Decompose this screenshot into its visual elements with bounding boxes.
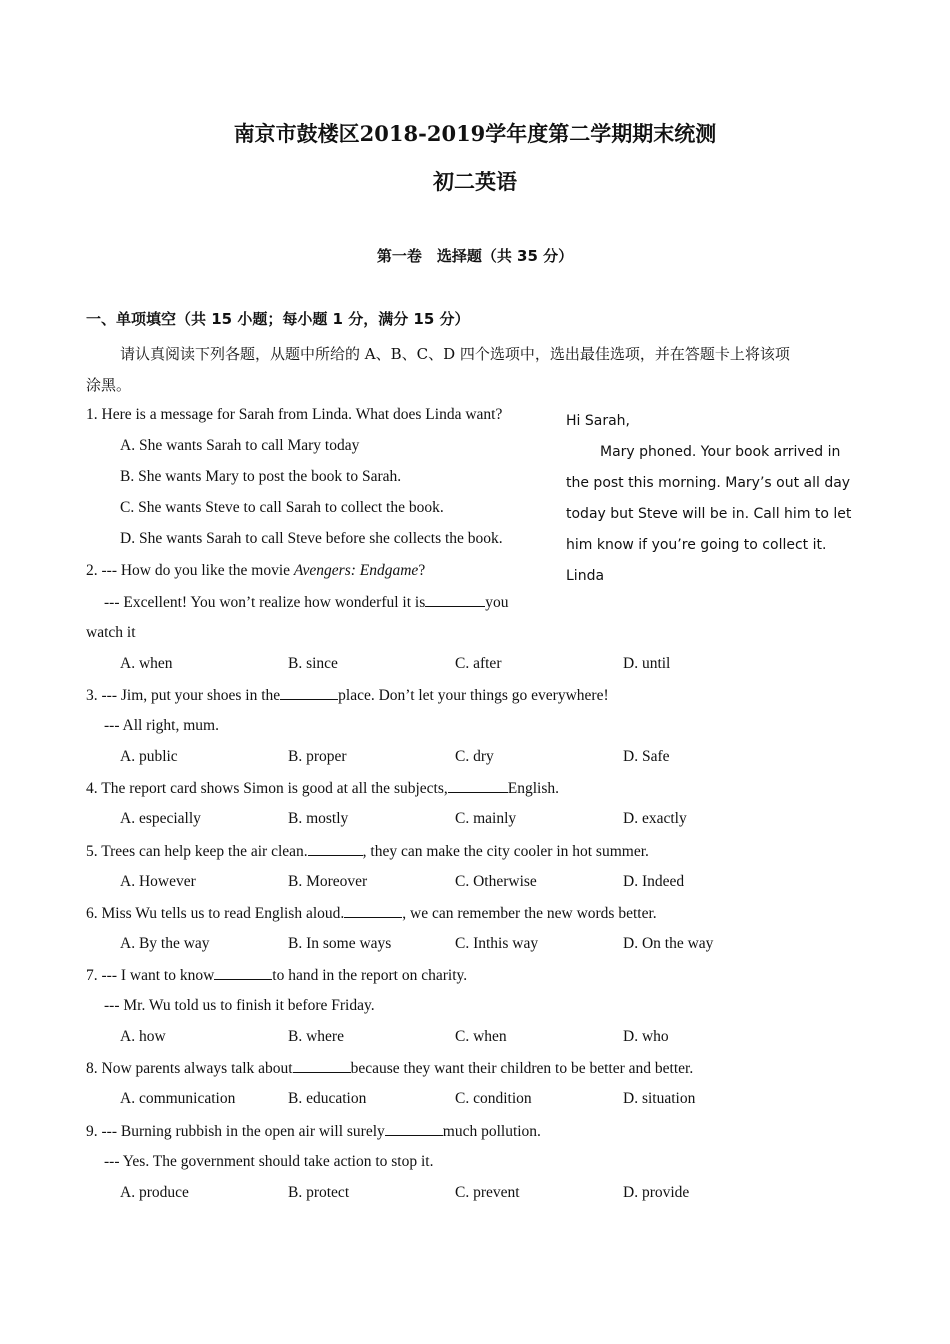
volume-heading: 第一卷 选择题（共 35 分） [376, 247, 574, 265]
question-5-option-c: C. Otherwise [455, 873, 537, 890]
answer-blank [344, 904, 402, 918]
instruction-line-1: 请认真阅读下列各题，从题中所给的 A、B、C、D 四个选项中，选出最佳选项，并在答题卡上将该项 [120, 345, 790, 363]
question-7-stem: 7. --- I want to know to hand in the report on charity. [86, 967, 468, 984]
question-6-option-b: B. In some ways [288, 935, 392, 952]
question-7-option-b: B. where [288, 1028, 344, 1045]
question-9-stem: 9. --- Burning rubbish in the open air will surely much pollution. [86, 1123, 541, 1140]
question-1-option-d: D. She wants Sarah to call Steve before she collects the book. [120, 530, 503, 547]
question-6-option-c: C. Inthis way [455, 935, 539, 952]
question-3-option-a: A. public [120, 748, 178, 765]
question-2-reply-cont: watch it [86, 624, 136, 641]
question-3-option-b: B. proper [288, 748, 347, 765]
exam-title: 南京市鼓楼区2018-2019学年度第二学期期末统测 [233, 121, 717, 146]
note-line: him know if you’re going to collect it. [566, 537, 827, 553]
question-6-stem: 6. Miss Wu tells us to read English aloud. , we can remember the new words better. [86, 905, 657, 922]
question-4-option-b: B. mostly [288, 810, 349, 827]
question-7-reply: --- Mr. Wu told us to finish it before Friday. [104, 997, 375, 1014]
question-4-option-c: C. mainly [455, 810, 517, 827]
question-8-option-a: A. communication [120, 1090, 236, 1107]
note-signature: Linda [566, 568, 605, 584]
answer-blank [385, 1122, 443, 1136]
question-8-option-d: D. situation [623, 1090, 696, 1107]
question-2-option-b: B. since [288, 655, 338, 672]
question-9-option-b: B. protect [288, 1184, 350, 1201]
question-6-option-d: D. On the way [623, 935, 714, 952]
instruction-line-2: 涂黑。 [86, 376, 132, 394]
note-line: today but Steve will be in. Call him to let [566, 506, 852, 522]
question-1-stem: 1. Here is a message for Sarah from Linda. What does Linda want? [86, 406, 503, 423]
question-4-stem: 4. The report card shows Simon is good at all the subjects, English. [86, 780, 560, 797]
note-line: the post this morning. Mary’s out all day [566, 475, 851, 491]
note-greeting: Hi Sarah, [566, 413, 630, 429]
answer-blank [293, 1059, 351, 1073]
answer-blank [448, 779, 508, 793]
answer-blank [280, 686, 338, 700]
question-6-option-a: A. By the way [120, 935, 210, 952]
exam-subtitle: 初二英语 [433, 169, 517, 194]
question-1-option-c: C. She wants Steve to call Sarah to collect the book. [120, 499, 444, 516]
question-9-option-a: A. produce [120, 1184, 189, 1201]
section-heading: 一、单项填空（共 15 小题；每小题 1 分，满分 15 分） [86, 310, 470, 328]
question-7-option-c: C. when [455, 1028, 507, 1045]
question-4-option-d: D. exactly [623, 810, 687, 827]
question-2-reply: --- Excellent! You won’t realize how wonderful it is you [104, 594, 509, 611]
question-3-option-d: D. Safe [623, 748, 670, 765]
question-4-option-a: A. especially [120, 810, 201, 827]
question-8-option-b: B. education [288, 1090, 367, 1107]
question-7-option-d: D. who [623, 1028, 669, 1045]
question-3-stem: 3. --- Jim, put your shoes in the place. Don’t let your things go everywhere! [86, 687, 609, 704]
question-5-stem: 5. Trees can help keep the air clean. , they can make the city cooler in hot summer. [86, 843, 649, 860]
question-2-option-d: D. until [623, 655, 671, 672]
question-8-stem: 8. Now parents always talk about because they want their children to be better and better. [86, 1060, 694, 1077]
question-9-reply: --- Yes. The government should take action to stop it. [104, 1153, 434, 1170]
question-1-option-b: B. She wants Mary to post the book to Sarah. [120, 468, 402, 485]
question-8-option-c: C. condition [455, 1090, 532, 1107]
question-2-option-c: C. after [455, 655, 502, 672]
answer-blank [308, 842, 363, 856]
answer-blank [425, 593, 485, 607]
answer-blank [214, 966, 272, 980]
question-7-option-a: A. how [120, 1028, 166, 1045]
question-9-option-c: C. prevent [455, 1184, 520, 1201]
question-9-option-d: D. provide [623, 1184, 690, 1201]
question-1-option-a: A. She wants Sarah to call Mary today [120, 437, 360, 454]
question-5-option-b: B. Moreover [288, 873, 368, 890]
question-2-option-a: A. when [120, 655, 173, 672]
question-3-option-c: C. dry [455, 748, 494, 765]
question-5-option-d: D. Indeed [623, 873, 685, 890]
question-5-option-a: A. However [120, 873, 196, 890]
question-3-reply: --- All right, mum. [104, 717, 219, 734]
note-line: Mary phoned. Your book arrived in [600, 444, 841, 460]
question-2-stem: 2. --- How do you like the movie Avengers: Endgame? [86, 562, 426, 579]
